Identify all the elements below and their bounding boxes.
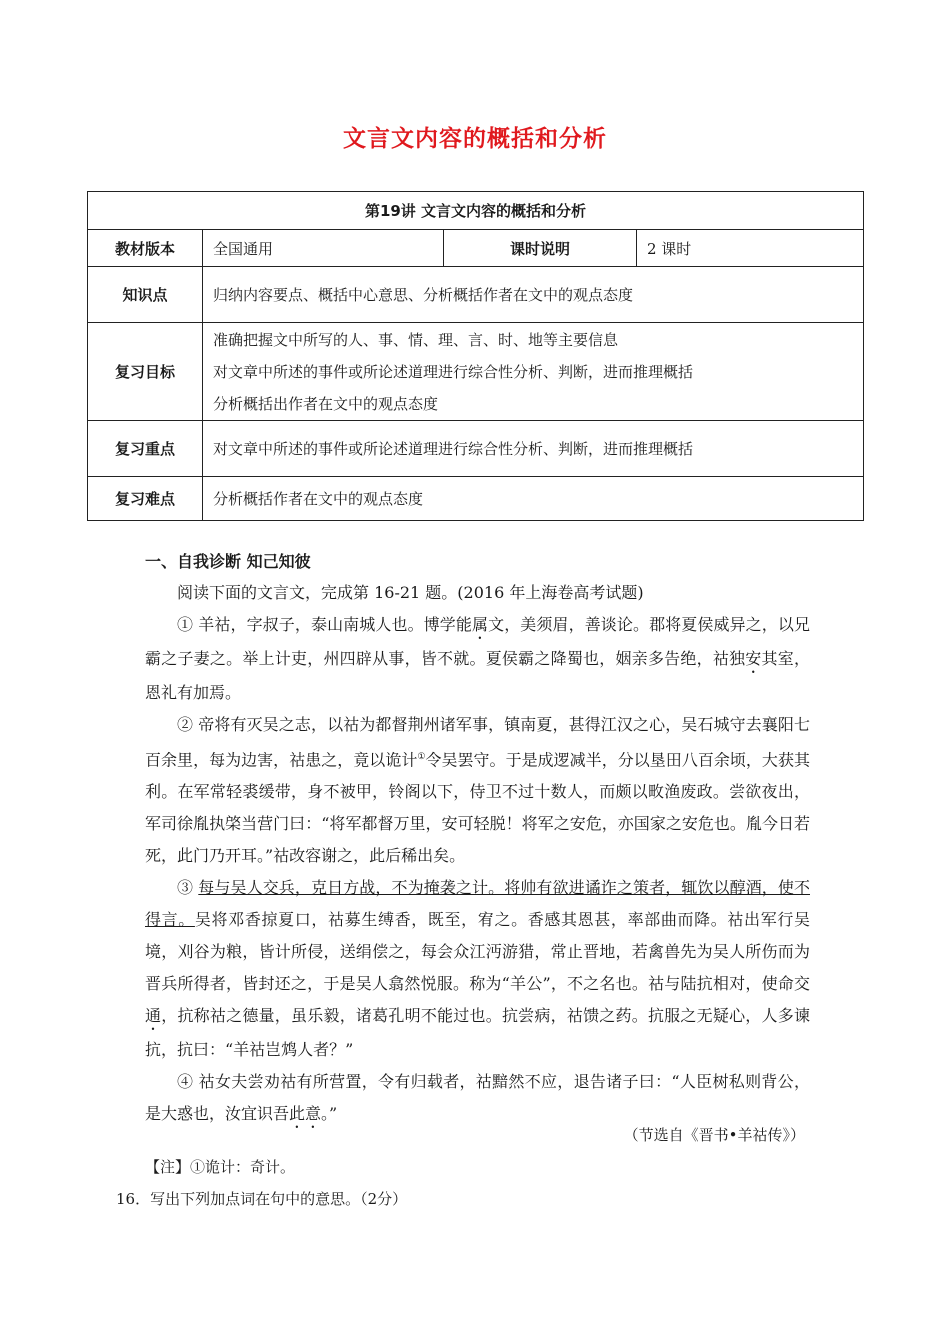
knowledge-value: 归纳内容要点、概括中心意思、分析概括作者在文中的观点态度 bbox=[203, 267, 864, 323]
paragraph-3: ③ 每与吴人交兵，克日方战，不为掩袭之计。将帅有欲进谲诈之策者，辄饮以醇酒，使不得言。吴将邓香掠夏口，祜募生缚香，既至，宥之。香感其恩甚，率部曲而降。祜出军行吴境，刈谷为粮，皆计所侵，送绢偿之，每会众江沔游猎，常止晋地，若禽兽先为吴人所伤而为晋兵所得者，皆封还之，于是吴人翕然悦服。称为“羊公”，不之名也。祜与陆抗相对，使命交通，抗称祜之德量，虽乐毅，诸葛孔明不能过也。抗尝病，祜馈之药。抗服之无疑心，人多谏抗，抗曰：“羊祜岂鸩人者？” bbox=[145, 878, 810, 1060]
hours-value: 2 课时 bbox=[637, 230, 864, 267]
paragraph-4: ④ 祜女夫尝劝祜有所营置，令有归载者，祜黯然不应，退告诸子曰：“人臣树私则背公，是大惑也，汝宜识吾此意。” bbox=[145, 1072, 810, 1124]
lecture-title: 第19讲 文言文内容的概括和分析 bbox=[88, 192, 864, 230]
lesson-info-table bbox=[87, 191, 864, 521]
footnote: 【注】①诡计：奇计。 bbox=[145, 1158, 296, 1176]
difficulty-label: 复习难点 bbox=[88, 477, 203, 521]
question-16: 16．写出下列加点词在句中的意思。（2分） bbox=[116, 1190, 408, 1208]
paragraph-2: ② 帝将有灭吴之志，以祜为都督荆州诸军事，镇南夏，甚得江汉之心，吴石城守去襄阳七百余里，每为边害，祜患之，竟以诡计①令吴罢守。于是成逻减半，分以垦田八百余顷，大获其利。在军常轻裘缓带，身不被甲，铃阁以下，侍卫不过十数人，而颇以畋渔废政。尝欲夜出，军司徐胤执棨当营门曰：“将军都督万里，安可轻脱！将军之安危，亦国家之安危也。胤今日若死，此门乃开耳。”祜改容谢之，此后稀出矣。 bbox=[145, 715, 810, 866]
edition-label: 教材版本 bbox=[88, 230, 203, 267]
passage bbox=[145, 577, 810, 1132]
source-citation: （节选自《晋书•羊祜传》） bbox=[623, 1126, 805, 1144]
focus-label: 复习重点 bbox=[88, 421, 203, 477]
dotted-word: 安 bbox=[745, 649, 762, 668]
goal-item: 准确把握文中所写的人、事、情、理、言、时、地等主要信息 bbox=[213, 330, 619, 349]
goal-item: 分析概括出作者在文中的观点态度 bbox=[213, 394, 439, 413]
focus-value: 对文章中所述的事件或所论述道理进行综合性分析、判断，进而推理概括 bbox=[203, 421, 864, 477]
difficulty-value: 分析概括作者在文中的观点态度 bbox=[203, 477, 864, 521]
section-heading: 一、自我诊断 知己知彼 bbox=[145, 552, 311, 571]
page-title: 文言文内容的概括和分析 bbox=[343, 126, 607, 152]
goal-item: 对文章中所述的事件或所论述道理进行综合性分析、判断，进而推理概括 bbox=[213, 362, 694, 381]
dotted-word: 此意 bbox=[289, 1104, 322, 1124]
goal-label: 复习目标 bbox=[88, 323, 203, 421]
edition-value: 全国通用 bbox=[203, 230, 444, 267]
underlined-sentence: 每与吴人交兵，克日方战，不为掩袭之计。将帅有欲进谲诈之策者，辄饮以醇酒，使不得言。 bbox=[145, 878, 810, 930]
instruction: 阅读下面的文言文，完成第 16-21 题。(2016 年上海卷高考试题) bbox=[177, 583, 644, 602]
footnote-marker: ① bbox=[417, 752, 426, 762]
dotted-word: 属 bbox=[471, 615, 489, 634]
paragraph-1: ① 羊祜，字叔子，泰山南城人也。博学能属文，美须眉，善谈论。郡将夏侯威异之，以兄霸之子妻之。举上计吏，州四辟从事，皆不就。夏侯霸之降蜀也，姻亲多告绝，祜独安其室，恩礼有加焉。 bbox=[145, 615, 810, 702]
goal-list bbox=[203, 323, 864, 421]
hours-label: 课时说明 bbox=[444, 230, 637, 267]
dotted-word: 通 bbox=[145, 1006, 162, 1026]
knowledge-label: 知识点 bbox=[88, 267, 203, 323]
